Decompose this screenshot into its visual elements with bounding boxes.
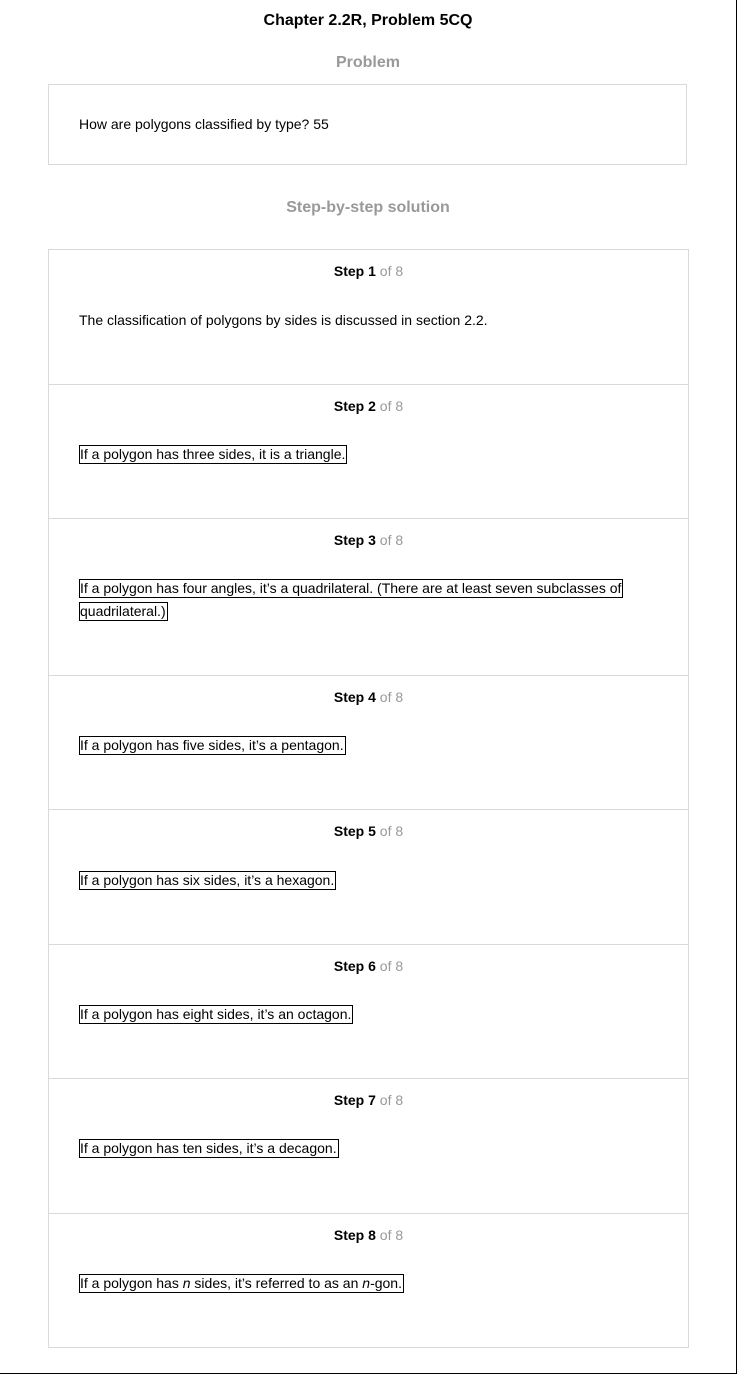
step-word: Step (333, 532, 365, 548)
step-3 (49, 519, 688, 676)
step-header (49, 532, 688, 548)
step-text: If a polygon has five sides, it’s a pentagon. (80, 737, 344, 753)
step-header (49, 1227, 688, 1243)
step-number: 2 (368, 398, 376, 414)
step-of-total: of 8 (379, 958, 404, 974)
step-word: Step (333, 398, 365, 414)
step-5 (49, 810, 688, 945)
step-text-part: If a polygon has (80, 1275, 183, 1291)
step-7 (49, 1079, 688, 1214)
step-header (49, 398, 688, 414)
step-body (79, 309, 639, 332)
step-word: Step (333, 958, 365, 974)
step-text: The classification of polygons by sides is discussed in section 2.2. (79, 312, 488, 328)
step-body (79, 869, 639, 892)
step-of-total: of 8 (379, 1227, 404, 1243)
step-word: Step (333, 689, 365, 705)
solution-heading: Step-by-step solution (286, 199, 450, 216)
step-word: Step (333, 1092, 365, 1108)
variable-n: n (362, 1275, 371, 1291)
step-of-total: of 8 (379, 823, 404, 839)
step-number: 1 (368, 263, 376, 279)
step-8 (49, 1214, 688, 1347)
step-body (79, 1003, 639, 1026)
step-number: 7 (368, 1092, 376, 1108)
step-body (79, 577, 639, 623)
step-word: Step (333, 263, 365, 279)
variable-n: n (182, 1275, 191, 1291)
step-text-part: sides, it’s referred to as an (190, 1275, 363, 1291)
step-4 (49, 676, 688, 810)
step-of-total: of 8 (379, 532, 404, 548)
step-text: If a polygon has six sides, it’s a hexagon. (80, 872, 335, 888)
problem-box (48, 84, 687, 165)
step-number: 3 (368, 532, 376, 548)
step-header (49, 958, 688, 974)
step-body (79, 1272, 639, 1295)
step-header (49, 263, 688, 279)
step-body (79, 1137, 639, 1160)
step-text: If a polygon has eight sides, it’s an octagon. (80, 1006, 352, 1022)
step-number: 6 (368, 958, 376, 974)
step-text: If a polygon has ten sides, it’s a decagon. (80, 1140, 337, 1156)
step-text: If a polygon has three sides, it is a triangle. (80, 446, 346, 462)
step-of-total: of 8 (379, 263, 404, 279)
step-of-total: of 8 (379, 689, 404, 705)
steps-box (48, 249, 689, 1348)
step-text: If a polygon has four angles, it’s a quadrilateral. (There are at least seven subclasses of quadrilateral.) (80, 580, 622, 619)
step-number: 4 (368, 689, 376, 705)
step-number: 5 (368, 823, 376, 839)
step-word: Step (333, 1227, 365, 1243)
step-body (79, 734, 639, 757)
step-word: Step (333, 823, 365, 839)
step-body (79, 443, 639, 466)
step-6 (49, 945, 688, 1079)
step-of-total: of 8 (379, 398, 404, 414)
step-2 (49, 385, 688, 519)
step-header (49, 1092, 688, 1108)
step-number: 8 (368, 1227, 376, 1243)
step-header (49, 823, 688, 839)
problem-text: How are polygons classified by type? 55 (79, 116, 329, 132)
step-of-total: of 8 (379, 1092, 404, 1108)
step-text (79, 1274, 404, 1293)
step-header (49, 689, 688, 705)
page-title: Chapter 2.2R, Problem 5CQ (263, 12, 473, 29)
step-text-part: -gon. (370, 1275, 402, 1291)
problem-heading: Problem (335, 54, 400, 71)
step-1 (49, 250, 688, 385)
